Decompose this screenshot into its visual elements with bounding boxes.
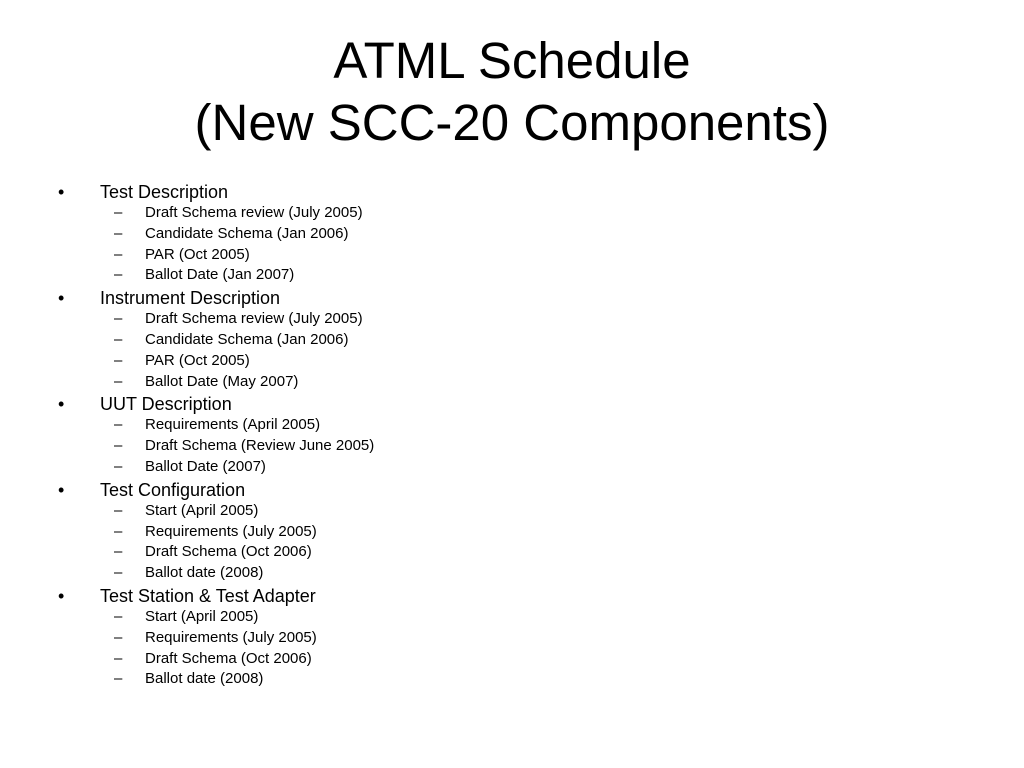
bullet-item <box>58 393 958 415</box>
dash-icon: – <box>114 224 123 242</box>
sub-item-label: Draft Schema review (July 2005) <box>145 204 363 221</box>
sub-item-label: Start (April 2005) <box>145 607 259 625</box>
dash-icon: – <box>114 351 123 369</box>
bullet-dot-icon: • <box>58 479 65 500</box>
bullet-label: UUT Description <box>100 394 232 415</box>
dash-icon: – <box>114 628 123 646</box>
sub-item-label: Draft Schema review (July 2005) <box>145 310 363 328</box>
bullet-dot-icon: • <box>58 394 65 415</box>
sub-item <box>58 351 958 372</box>
sub-item <box>58 245 958 266</box>
sub-item-label: Ballot date (2008) <box>145 670 264 688</box>
sub-list <box>58 415 958 477</box>
sub-item <box>58 436 958 457</box>
dash-icon: – <box>114 266 123 284</box>
sub-item-label: Candidate Schema (Jan 2006) <box>145 224 349 242</box>
sub-item <box>58 669 958 690</box>
sub-item <box>58 522 958 543</box>
sub-item <box>58 415 958 436</box>
dash-icon: – <box>114 437 123 455</box>
sub-item <box>58 628 958 649</box>
bullet-label: Test Station & Test Adapter <box>100 585 316 606</box>
sub-item-label: Start (April 2005) <box>145 501 259 519</box>
bullet-outline <box>58 181 958 691</box>
sub-item-label: Requirements (July 2005) <box>145 628 317 646</box>
sub-item <box>58 265 958 286</box>
sub-item-label: Ballot date (2008) <box>145 564 264 582</box>
bullet-item <box>58 181 958 203</box>
sub-item-label: PAR (Oct 2005) <box>145 351 250 369</box>
sub-item <box>58 372 958 393</box>
outline-section <box>58 181 958 286</box>
sub-item <box>58 563 958 584</box>
dash-icon: – <box>114 310 123 328</box>
bullet-label: Instrument Description <box>100 288 281 309</box>
dash-icon: – <box>114 501 123 519</box>
sub-item <box>58 224 958 245</box>
dash-icon: – <box>114 564 123 582</box>
bullet-item <box>58 585 958 607</box>
sub-list <box>58 501 958 584</box>
sub-item <box>58 501 958 522</box>
bullet-label: Test Configuration <box>100 479 246 500</box>
slide-title-line-1: ATML Schedule <box>333 32 691 89</box>
sub-item-label: Draft Schema (Oct 2006) <box>145 543 312 561</box>
sub-item-label: PAR (Oct 2005) <box>145 245 250 263</box>
sub-item <box>58 542 958 563</box>
sub-item-label: Ballot Date (May 2007) <box>145 372 299 390</box>
dash-icon: – <box>114 330 123 348</box>
dash-icon: – <box>114 670 123 688</box>
dash-icon: – <box>114 607 123 625</box>
sub-item <box>58 330 958 351</box>
outline-section <box>58 393 958 477</box>
dash-icon: – <box>114 416 123 434</box>
sub-item-label: Requirements (April 2005) <box>145 416 321 434</box>
sub-item-label: Ballot Date (2007) <box>145 457 266 475</box>
dash-icon: – <box>114 457 123 475</box>
sub-item-label: Ballot Date (Jan 2007) <box>145 266 295 284</box>
dash-icon: – <box>114 522 123 540</box>
dash-icon: – <box>114 204 123 221</box>
bullet-item <box>58 479 958 501</box>
sub-list <box>58 203 958 286</box>
dash-icon: – <box>114 543 123 561</box>
bullet-dot-icon: • <box>58 288 65 309</box>
sub-item <box>58 649 958 670</box>
sub-item-label: Draft Schema (Review June 2005) <box>145 437 375 455</box>
dash-icon: – <box>114 372 123 390</box>
sub-item <box>58 309 958 330</box>
slide-title <box>0 30 1024 154</box>
dash-icon: – <box>114 245 123 263</box>
slide-title-line-2: (New SCC-20 Components) <box>194 94 830 151</box>
sub-item-label: Draft Schema (Oct 2006) <box>145 649 312 667</box>
sub-item <box>58 457 958 478</box>
sub-list <box>58 309 958 392</box>
outline-section <box>58 479 958 584</box>
outline-section <box>58 585 958 690</box>
sub-item-label: Requirements (July 2005) <box>145 522 317 540</box>
bullet-dot-icon: • <box>58 182 65 202</box>
dash-icon: – <box>114 649 123 667</box>
sub-item-label: Candidate Schema (Jan 2006) <box>145 330 349 348</box>
bullet-dot-icon: • <box>58 585 65 606</box>
sub-list <box>58 607 958 690</box>
sub-item <box>58 203 958 224</box>
bullet-item <box>58 287 958 309</box>
sub-item <box>58 607 958 628</box>
bullet-label: Test Description <box>100 182 229 202</box>
outline-section <box>58 287 958 392</box>
